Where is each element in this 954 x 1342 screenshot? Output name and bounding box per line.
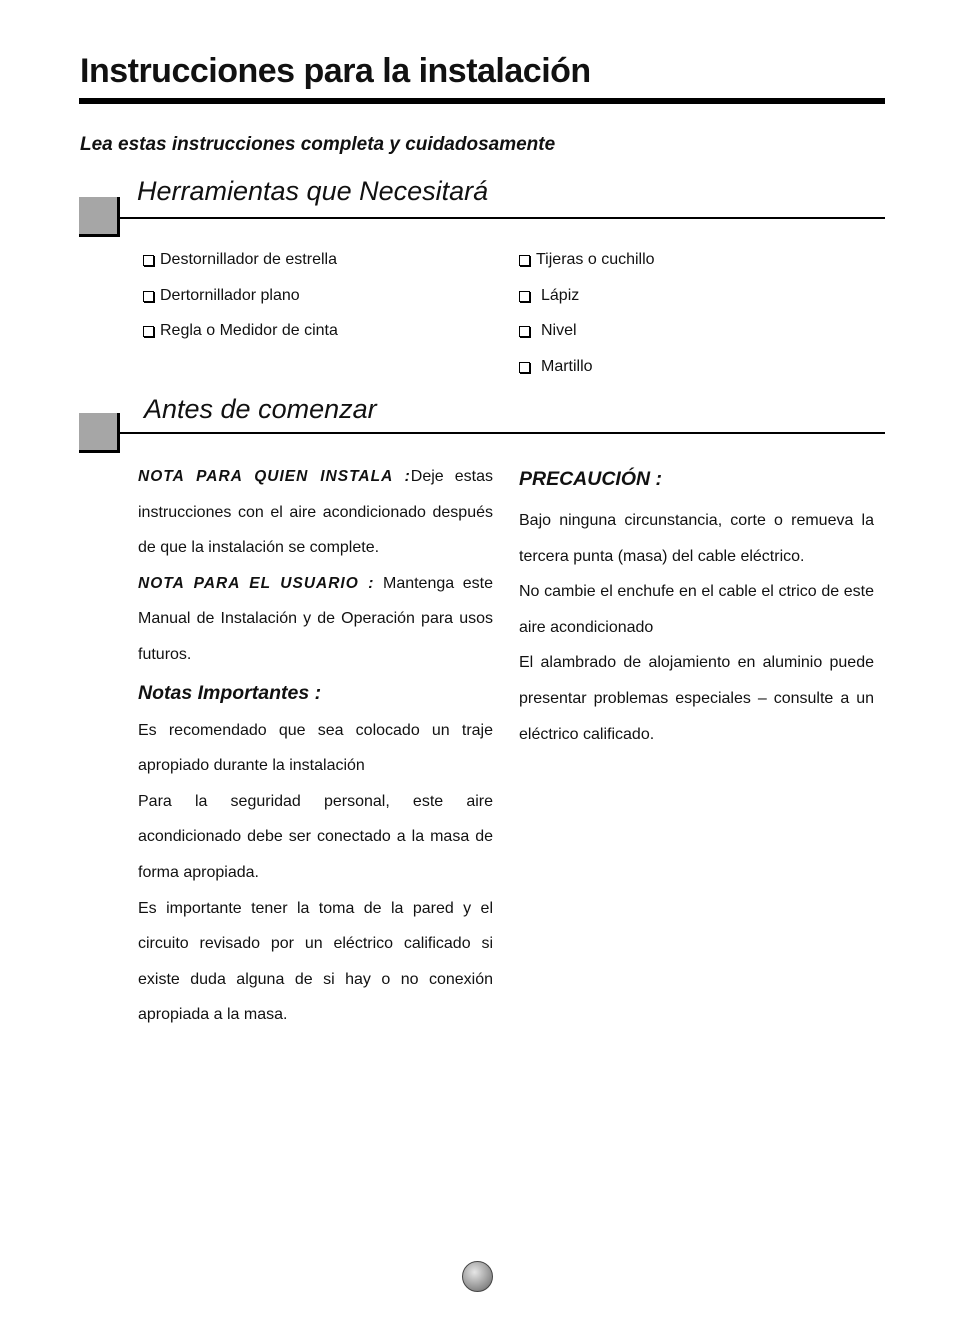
right-column	[519, 459, 874, 752]
caution-item: El alambrado de alojamiento en aluminio puede presentar problemas especiales – consulte a un eléctrico calificado.	[519, 654, 874, 743]
important-notes-heading: Notas Importantes :	[138, 681, 322, 704]
checkbox-icon	[143, 291, 154, 302]
checkbox-icon	[143, 255, 154, 266]
title-rule	[79, 98, 885, 104]
page-title: Instrucciones para la instalación	[80, 52, 591, 90]
tool-item: Tijeras o cuchillo	[519, 251, 655, 287]
caution-item: No cambie el enchufe en el cable el ctrico de este aire acondicionado	[519, 583, 874, 636]
section-rule-before	[120, 432, 885, 434]
caution-item: Bajo ninguna circunstancia, corte o remueva la tercera punta (masa) del cable eléctrico.	[519, 512, 874, 565]
tools-list-right	[519, 251, 655, 393]
note-installer-label: NOTA PARA QUIEN INSTALA :	[138, 468, 411, 485]
section-marker-before	[79, 413, 120, 453]
tool-item: Dertornillador plano	[143, 287, 338, 323]
page-subtitle: Lea estas instrucciones completa y cuidadosamente	[80, 134, 556, 155]
note-user: NOTA PARA EL USUARIO : Mantenga este Manual de Instalación y de Operación para usos futuros.	[138, 574, 493, 663]
section-rule-tools	[120, 217, 885, 219]
tool-item: Nivel	[519, 322, 655, 358]
checkbox-icon	[519, 326, 530, 337]
tools-list-left	[143, 251, 338, 358]
checkbox-icon	[519, 291, 530, 302]
left-column	[138, 459, 493, 1033]
note-installer: NOTA PARA QUIEN INSTALA :Deje estas instrucciones con el aire acondicionado después de que la instalación se complete.	[138, 468, 493, 557]
important-note: Es recomendado que sea colocado un traje apropiado durante la instalación	[138, 721, 493, 775]
caution-heading: PRECAUCIÓN :	[519, 468, 663, 490]
page-marker-icon	[462, 1261, 493, 1292]
section-title-tools: Herramientas que Necesitará	[137, 176, 489, 206]
important-note: Es importante tener la toma de la pared y el circuito revisado por un eléctrico calificado si existe duda alguna de si hay o no conexión apropiada a la masa.	[138, 899, 493, 1024]
note-user-label: NOTA PARA EL USUARIO :	[138, 574, 375, 592]
tool-item: Regla o Medidor de cinta	[143, 322, 338, 358]
section-marker-tools	[79, 197, 120, 237]
important-note: Para la seguridad personal, este aire acondicionado debe ser conectado a la masa de forma apropiada.	[138, 792, 493, 881]
tool-item: Destornillador de estrella	[143, 251, 338, 287]
checkbox-icon	[519, 362, 530, 373]
section-title-before: Antes de comenzar	[144, 394, 377, 424]
checkbox-icon	[143, 326, 154, 337]
checkbox-icon	[519, 255, 530, 266]
tool-item: Lápiz	[519, 287, 655, 323]
tool-item: Martillo	[519, 358, 655, 394]
